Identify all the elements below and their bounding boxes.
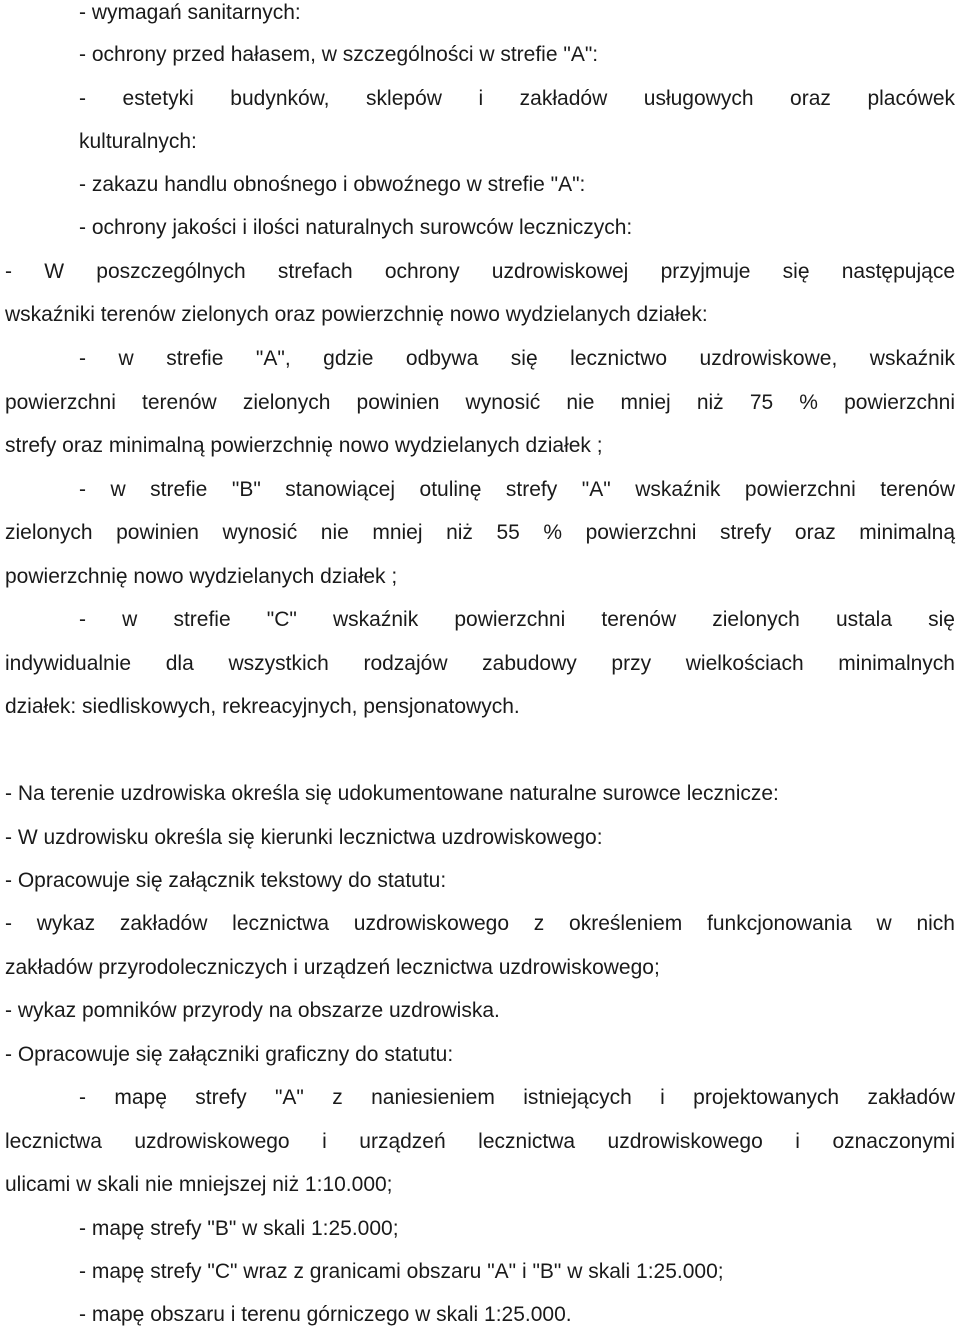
text-line: - w strefie "C" wskaźnik powierzchni terenów zielonych ustala się — [79, 608, 955, 631]
text-line: - mapę strefy "A" z naniesieniem istniejących i projektowanych zakładów — [79, 1086, 955, 1109]
text-line: powierzchnię nowo wydzielanych działek ; — [5, 565, 398, 588]
text-line: - mapę strefy "C" wraz z granicami obszaru "A" i "B" w skali 1:25.000; — [79, 1260, 724, 1283]
text-line: kulturalnych: — [79, 130, 197, 153]
text-line: - W uzdrowisku określa się kierunki lecznictwa uzdrowiskowego: — [5, 826, 603, 849]
text-line: powierzchni terenów zielonych powinien wynosić nie mniej niż 75 % powierzchni — [5, 391, 955, 414]
text-line: zielonych powinien wynosić nie mniej niż 55 % powierzchni strefy oraz minimalną — [5, 521, 955, 544]
text-line: - wykaz zakładów lecznictwa uzdrowiskowego z określeniem funkcjonowania w nich — [5, 912, 955, 935]
text-line: lecznictwa uzdrowiskowego i urządzeń lecznictwa uzdrowiskowego i oznaczonymi — [5, 1130, 955, 1153]
text-line: - W poszczególnych strefach ochrony uzdrowiskowej przyjmuje się następujące — [5, 260, 955, 283]
text-line: działek: siedliskowych, rekreacyjnych, pensjonatowych. — [5, 695, 520, 718]
text-line: - wykaz pomników przyrody na obszarze uzdrowiska. — [5, 999, 500, 1022]
text-line: indywidualnie dla wszystkich rodzajów zabudowy przy wielkościach minimalnych — [5, 652, 955, 675]
text-line: - mapę obszaru i terenu górniczego w skali 1:25.000. — [79, 1303, 572, 1326]
text-line: - zakazu handlu obnośnego i obwoźnego w strefie "A": — [79, 173, 586, 196]
text-line: - mapę strefy "B" w skali 1:25.000; — [79, 1217, 399, 1240]
text-line: - Opracowuje się załączniki graficzny do statutu: — [5, 1043, 454, 1066]
text-line: - ochrony przed hałasem, w szczególności w strefie "A": — [79, 43, 599, 66]
text-line: - Na terenie uzdrowiska określa się udokumentowane naturalne surowce lecznicze: — [5, 782, 779, 805]
text-line: ulicami w skali nie mniejszej niż 1:10.000; — [5, 1173, 393, 1196]
text-line: strefy oraz minimalną powierzchnię nowo wydzielanych działek ; — [5, 434, 603, 457]
text-line: - Opracowuje się załącznik tekstowy do statutu: — [5, 869, 447, 892]
text-line: - ochrony jakości i ilości naturalnych surowców leczniczych: — [79, 216, 633, 239]
text-line: zakładów przyrodoleczniczych i urządzeń lecznictwa uzdrowiskowego; — [5, 956, 660, 979]
text-line: - w strefie "B" stanowiącej otulinę strefy "A" wskaźnik powierzchni terenów — [79, 478, 955, 501]
text-line: - w strefie "A", gdzie odbywa się lecznictwo uzdrowiskowe, wskaźnik — [79, 347, 955, 370]
text-line: - wymagań sanitarnych: — [79, 1, 301, 24]
text-line: - estetyki budynków, sklepów i zakładów usługowych oraz placówek — [79, 87, 955, 110]
text-line: wskaźniki terenów zielonych oraz powierzchnię nowo wydzielanych działek: — [5, 303, 708, 326]
